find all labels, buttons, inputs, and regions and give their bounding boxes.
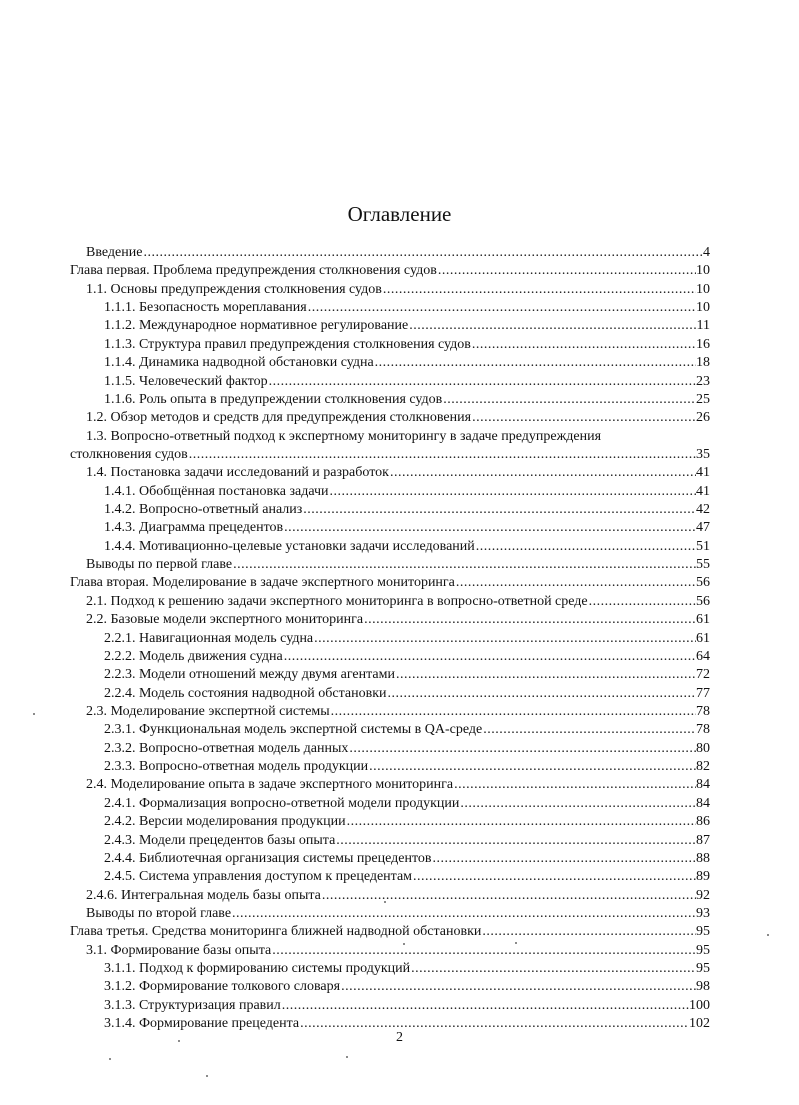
toc-chapter[interactable] (0, 262, 799, 280)
toc-entry-title-continuation: столкновения судов (70, 446, 188, 462)
toc-entry-page: 95 (696, 924, 710, 940)
toc-entry-page: 25 (696, 391, 710, 407)
toc-entry[interactable] (0, 905, 799, 923)
toc-entry[interactable] (0, 464, 799, 482)
toc-entry[interactable] (0, 832, 799, 850)
page-title: Оглавление (347, 202, 452, 226)
dot-leader (233, 556, 696, 574)
scan-speck (515, 942, 517, 944)
dot-leader (388, 685, 697, 703)
toc-entry-title: Глава первая. Проблема предупреждения столкновения судов (70, 263, 437, 279)
toc-entry-page: 35 (696, 446, 710, 462)
toc-entry-page: 42 (696, 502, 710, 518)
dot-leader (589, 593, 696, 611)
scan-speck (346, 1056, 348, 1058)
toc-entry-page: 78 (696, 703, 710, 719)
toc-entry-title: 3.1.4. Формирование прецедента (104, 1016, 300, 1032)
toc-entry[interactable] (0, 483, 799, 501)
toc-entry[interactable] (0, 960, 799, 978)
toc-entry-page: 95 (696, 961, 710, 977)
scan-speck (384, 901, 386, 903)
toc-chapter[interactable] (0, 574, 799, 592)
dot-leader (331, 703, 696, 721)
toc-entry-title: 2.2.4. Модель состояния надводной обстановки (104, 685, 387, 701)
toc-entry[interactable] (0, 593, 799, 611)
toc-entry[interactable] (0, 630, 799, 648)
toc-entry-title: 2.4.2. Версии моделирования продукции (104, 814, 346, 830)
dot-leader (232, 905, 696, 923)
toc-entry-title: 2.4. Моделирование опыта в задаче экспертного мониторинга (86, 777, 454, 793)
toc-entry-page: 86 (696, 814, 710, 830)
page-number: 2 (396, 1030, 403, 1045)
toc-entry[interactable] (0, 685, 799, 703)
toc-entry[interactable] (0, 611, 799, 629)
toc-entry-page: 88 (696, 850, 710, 866)
toc-entry-page: 41 (696, 483, 710, 499)
toc-entry-title: 3.1. Формирование базы опыта (86, 942, 272, 958)
toc-entry[interactable] (0, 538, 799, 556)
toc-entry[interactable] (0, 758, 799, 776)
toc-entry-page: 102 (689, 1016, 710, 1032)
toc-entry-page: 23 (696, 373, 710, 389)
dot-leader (322, 887, 696, 905)
toc-entry-page: 11 (696, 318, 710, 334)
toc-entry-title: Выводы по первой главе (86, 557, 233, 573)
toc-entry-page: 61 (696, 612, 710, 628)
toc-entry[interactable] (0, 721, 799, 739)
toc-entry-page: 64 (696, 648, 710, 664)
toc-entry-page: 89 (696, 869, 710, 885)
dot-leader (483, 721, 696, 739)
toc-entry-page: 84 (696, 795, 710, 811)
toc-entry-title: 2.3. Моделирование экспертной системы (86, 703, 330, 719)
dot-leader (411, 960, 696, 978)
dot-leader (364, 611, 696, 629)
toc-entry-page: 16 (696, 336, 710, 352)
scan-speck (206, 1075, 208, 1077)
toc-entry-page: 26 (696, 410, 710, 426)
toc-entry-title: 2.2. Базовые модели экспертного мониторинга (86, 612, 364, 628)
dot-leader (314, 630, 696, 648)
toc-entry-title: 2.2.3. Модели отношений между двумя агентами (104, 667, 395, 683)
toc-entry[interactable] (0, 776, 799, 794)
toc-entry-page: 47 (696, 520, 710, 536)
toc-entry-title: Выводы по второй главе (86, 905, 232, 921)
dot-leader (269, 373, 696, 391)
toc-entry-page: 82 (696, 759, 710, 775)
toc-entry-title: 2.3.3. Вопросно-ответная модель продукции (104, 759, 369, 775)
toc-entry-title: 2.3.1. Функциональная модель экспертной системы в QA-среде (104, 722, 483, 738)
toc-entry[interactable] (0, 391, 799, 409)
dot-leader (460, 795, 696, 813)
scan-speck (33, 713, 35, 715)
toc-entry-page: 51 (696, 538, 710, 554)
toc-entry[interactable] (0, 244, 799, 262)
dot-leader (482, 923, 696, 941)
toc-entry-page: 10 (696, 300, 710, 316)
toc-entry[interactable] (0, 354, 799, 372)
dot-leader (303, 501, 696, 519)
toc-entry-title: 3.1.1. Подход к формированию системы продукций (104, 961, 411, 977)
dot-leader (456, 574, 696, 592)
scan-speck (178, 1040, 180, 1042)
dot-leader (336, 832, 696, 850)
toc-entry[interactable] (0, 317, 799, 335)
toc-entry[interactable] (0, 373, 799, 391)
toc-entry-title: 1.2. Обзор методов и средств для предупреждения столкновения (86, 410, 472, 426)
scan-speck (767, 934, 769, 936)
toc-entry-page: 56 (696, 593, 710, 609)
dot-leader (284, 519, 696, 537)
toc-entry-title: Введение (86, 245, 143, 260)
toc-entry[interactable] (0, 336, 799, 354)
dot-leader (443, 391, 696, 409)
toc-entry-title: 2.1. Подход к решению задачи экспертного мониторинга в вопросно-ответной среде (86, 593, 588, 609)
scan-speck (109, 1058, 111, 1060)
dot-leader (390, 464, 696, 482)
toc-entry-page: 10 (696, 281, 710, 297)
toc-entry-title: 1.1. Основы предупреждения столкновения судов (86, 281, 382, 297)
toc-entry[interactable] (0, 997, 799, 1015)
toc-entry-page: 95 (696, 942, 710, 958)
toc-entry-title: 1.1.6. Роль опыта в предупреждении столкновения судов (104, 391, 443, 407)
dot-leader (413, 868, 696, 886)
toc-entry[interactable] (0, 519, 799, 537)
dot-leader (472, 409, 696, 427)
dot-leader (189, 446, 696, 464)
toc-entry-continuation[interactable] (0, 446, 799, 464)
dot-leader (341, 978, 696, 996)
toc-entry[interactable] (0, 978, 799, 996)
toc-chapter[interactable] (0, 923, 799, 941)
dot-leader (369, 758, 696, 776)
toc-entry-page: 93 (696, 905, 710, 921)
toc-entry[interactable] (0, 648, 799, 666)
toc-entry-title: 2.4.5. Система управления доступом к прецедентам (104, 869, 413, 885)
dot-leader (347, 813, 696, 831)
toc-entry[interactable] (0, 868, 799, 886)
toc-entry-title: 1.3. Вопросно-ответный подход к экспертному мониторингу в задаче предупреждения (86, 428, 602, 444)
toc-entry-title: 2.4.3. Модели прецедентов базы опыта (104, 832, 336, 848)
toc-entry-title: 2.4.1. Формализация вопросно-ответной модели продукции (104, 795, 460, 811)
toc-entry-page: 100 (689, 997, 710, 1013)
toc-entry[interactable] (0, 409, 799, 427)
toc-entry[interactable] (0, 850, 799, 868)
toc-entry-title: 1.4.2. Вопросно-ответный анализ (104, 502, 303, 518)
toc-entry-title: 1.4.1. Обобщённая постановка задачи (104, 483, 329, 499)
toc-entry-title: 1.1.2. Международное нормативное регулирование (104, 318, 409, 334)
toc-entry-title: 2.4.4. Библиотечная организация системы прецедентов (104, 850, 432, 866)
toc-entry-page: 10 (696, 263, 710, 279)
dot-leader (330, 483, 696, 501)
toc-entry-title: 1.4. Постановка задачи исследований и разработок (86, 465, 389, 481)
toc-entry[interactable] (0, 703, 799, 721)
toc-entry[interactable] (0, 813, 799, 831)
toc-entry-title: 1.1.3. Структура правил предупреждения столкновения судов (104, 336, 471, 352)
dot-leader (284, 648, 696, 666)
toc-entry-page: 80 (696, 740, 710, 756)
toc-entry-page: 78 (696, 722, 710, 738)
dot-leader (433, 850, 697, 868)
toc-entry-title: Глава третья. Средства мониторинга ближней надводной обстановки (70, 924, 482, 940)
toc-entry-page: 77 (696, 685, 710, 701)
toc-entry-page: 84 (696, 777, 710, 793)
toc-entry[interactable] (0, 740, 799, 758)
toc-entry-title: 3.1.3. Структуризация правил (104, 997, 281, 1013)
toc-entry-title: 1.1.4. Динамика надводной обстановки судна (104, 355, 374, 371)
dot-leader (349, 740, 696, 758)
toc-entry-title: 1.4.4. Мотивационно-целевые установки задачи исследований (104, 538, 475, 554)
toc-entry[interactable] (0, 501, 799, 519)
dot-leader (282, 997, 689, 1015)
toc-entry-title: 1.1.5. Человеческий фактор (104, 373, 268, 389)
dot-leader (476, 538, 696, 556)
toc-entry-title: Глава вторая. Моделирование в задаче экспертного мониторинга (70, 575, 455, 591)
toc-entry[interactable] (0, 281, 799, 299)
dot-leader (396, 666, 696, 684)
toc-entry-title: 3.1.2. Формирование толкового словаря (104, 979, 341, 995)
toc-entry[interactable] (0, 666, 799, 684)
dot-leader (438, 262, 696, 280)
toc-entry-page: 61 (696, 630, 710, 646)
toc-entry[interactable] (0, 428, 799, 446)
toc-entry-title: 2.4.6. Интегральная модель базы опыта (86, 887, 321, 903)
toc-entry-page: 98 (696, 979, 710, 995)
toc-entry-page: 92 (696, 887, 710, 903)
toc-entry[interactable] (0, 556, 799, 574)
scan-speck (403, 943, 405, 945)
toc-entry-page: 41 (696, 465, 710, 481)
dot-leader (472, 336, 696, 354)
dot-leader (308, 299, 696, 317)
toc-entry-page: 4 (703, 245, 710, 260)
toc-entry-page: 55 (696, 557, 710, 573)
toc-entry-page: 87 (696, 832, 710, 848)
toc-entry[interactable] (0, 299, 799, 317)
dot-leader (454, 776, 696, 794)
toc-entry-title: 2.2.1. Навигационная модель судна (104, 630, 314, 646)
toc-entry-title: 1.1.1. Безопасность мореплавания (104, 300, 307, 316)
toc-entry-page: 56 (696, 575, 710, 591)
toc-entry[interactable] (0, 942, 799, 960)
dot-leader (375, 354, 696, 372)
toc-entry-title: 2.3.2. Вопросно-ответная модель данных (104, 740, 349, 756)
toc-entry[interactable] (0, 795, 799, 813)
dot-leader (143, 244, 703, 262)
dot-leader (409, 317, 696, 335)
dot-leader (383, 281, 696, 299)
toc-entry-page: 18 (696, 355, 710, 371)
table-of-contents (0, 244, 799, 1033)
toc-entry[interactable] (0, 887, 799, 905)
toc-entry-title: 1.4.3. Диаграмма прецедентов (104, 520, 284, 536)
toc-entry-title: 2.2.2. Модель движения судна (104, 648, 283, 664)
toc-entry-page: 72 (696, 667, 710, 683)
dot-leader (272, 942, 696, 960)
